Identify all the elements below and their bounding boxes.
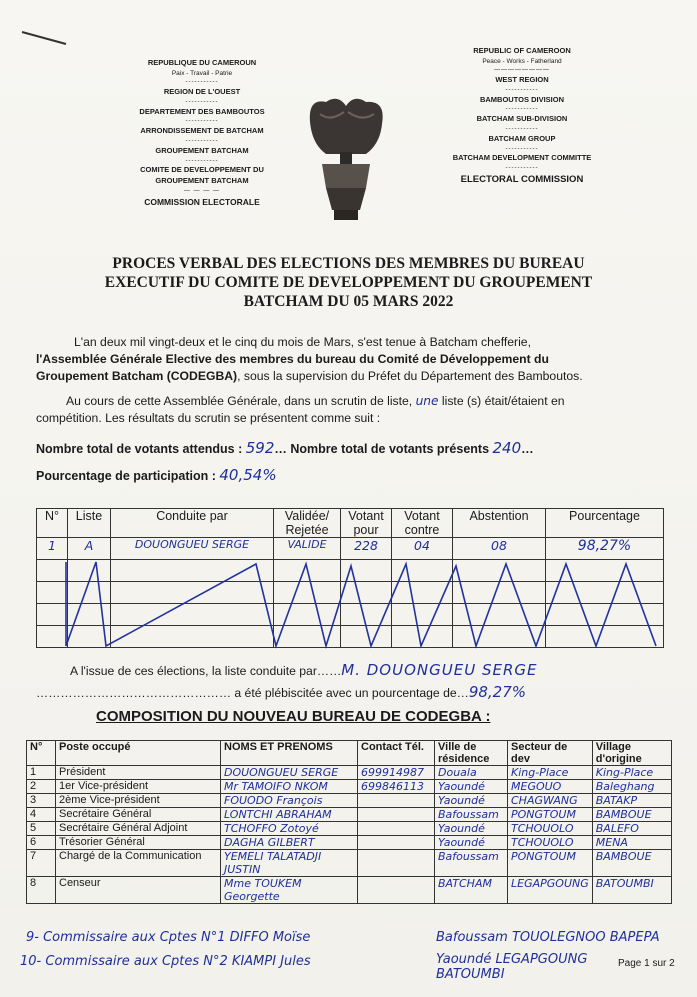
extra-member-10: 10- Commissaire aux Cptes N°2 KIAMPI Jules xyxy=(20,954,311,969)
bureau-cell-ville: Bafoussam xyxy=(435,850,508,877)
bureau-cell-ville: Yaoundé xyxy=(435,836,508,850)
bureau-cell-n: 5 xyxy=(27,822,56,836)
bureau-row xyxy=(27,877,672,904)
header-right-line: Peace - Works - Fatherland xyxy=(482,57,562,65)
bureau-cell-village: King-Place xyxy=(592,766,671,780)
header-left-line: GROUPEMENT BATCHAM xyxy=(155,145,249,155)
extra-member-9-place: Bafoussam TOUOLEGNOO BAPEPA xyxy=(436,930,660,945)
results-header-cell: Votant contre xyxy=(392,509,453,538)
participation-line xyxy=(36,467,666,485)
bureau-cell-n: 6 xyxy=(27,836,56,850)
bureau-row xyxy=(27,780,672,794)
bureau-cell-village: MENA xyxy=(592,836,671,850)
results-cell: VALIDE xyxy=(274,538,341,560)
results-header-cell: N° xyxy=(37,509,68,538)
attendus-label: Nombre total de votants attendus : xyxy=(36,442,246,456)
bureau-cell-secteur: MEGOUO xyxy=(508,780,593,794)
bureau-header-cell: Poste occupé xyxy=(56,741,221,766)
results-header-cell: Validée/ Rejetée xyxy=(274,509,341,538)
header-right-line: REPUBLIC OF CAMEROON xyxy=(473,46,571,55)
bureau-header-cell: Village d'origine xyxy=(592,741,671,766)
bureau-cell-poste: Censeur xyxy=(56,877,221,904)
header-left-line: DEPARTEMENT DES BAMBOUTOS xyxy=(139,106,265,116)
batcham-emblem xyxy=(300,92,392,224)
document-title xyxy=(40,254,657,311)
results-cell: A xyxy=(68,538,111,560)
bureau-cell-secteur: TCHOUOLO xyxy=(508,822,593,836)
outcome-leader: M. DOUONGUEU SERGE xyxy=(341,661,538,679)
outcome-line-1: A l'issue de ces élections, la liste conduite par……M. DOUONGUEU SERGE xyxy=(70,661,538,679)
bureau-cell-nom: DAGHA GILBERT xyxy=(221,836,358,850)
bureau-cell-poste: Secrétaire Général Adjoint xyxy=(56,822,221,836)
bureau-cell-poste: Chargé de la Communication xyxy=(56,850,221,877)
bureau-cell-secteur: King-Place xyxy=(508,766,593,780)
bureau-header-cell: NOMS ET PRENOMS xyxy=(221,741,358,766)
results-row xyxy=(37,538,664,560)
bureau-cell-secteur: LEGAPGOUNG xyxy=(508,877,593,904)
bureau-cell-ville: Yaoundé xyxy=(435,822,508,836)
bureau-cell-nom: Mr TAMOIFO NKOM xyxy=(221,780,358,794)
presents-value: 240 xyxy=(492,439,522,457)
bureau-cell-n: 4 xyxy=(27,808,56,822)
bureau-header-cell: Contact Tél. xyxy=(358,741,435,766)
totals-line: Nombre total de votants attendus : 592… Nombre total de votants présents 240… xyxy=(36,439,534,457)
bureau-cell-secteur: TCHOUOLO xyxy=(508,836,593,850)
header-right-line: BATCHAM SUB-DIVISION xyxy=(476,114,568,124)
bureau-cell-nom: DOUONGUEU SERGE xyxy=(221,766,358,780)
bureau-cell-tel xyxy=(358,850,435,877)
bureau-row xyxy=(27,808,672,822)
title-line: EXECUTIF DU COMITE DE DEVELOPPEMENT DU GROUPEMENT xyxy=(104,274,593,291)
participation-value: 40,54% xyxy=(219,466,277,484)
intro-line: compétition. Les résultats du scrutin se présentent comme suit : xyxy=(36,411,381,425)
bureau-cell-village: BAMBOUE xyxy=(592,808,671,822)
bureau-cell-n: 7 xyxy=(27,850,56,877)
intro-line: liste (s) était/étaient en xyxy=(438,394,565,408)
bureau-cell-ville: Yaoundé xyxy=(435,780,508,794)
intro-line: Au cours de cette Assemblée Générale, dans un scrutin de liste, xyxy=(66,394,416,408)
header-right: REPUBLIC OF CAMEROON Peace - Works - Fatherland ———————— WEST REGION ----------- BAMBOUTOS DIVISION ----------- BATCHAM SUB-DIVISION ----------- BATCHAM GROUP ----------- BATCHAM DEVELOPMENT COMMITTE ----------- ELECTORAL COMMISSION xyxy=(432,46,612,187)
header-left-line: COMITE DE DEVELOPPEMENT DU GROUPEMENT BATCHAM xyxy=(140,165,264,186)
bureau-cell-village: BAMBOUE xyxy=(592,850,671,877)
results-header-cell: Votant pour xyxy=(341,509,392,538)
results-cell: 04 xyxy=(392,538,453,560)
pen-mark xyxy=(20,28,70,48)
bureau-cell-poste: Trésorier Général xyxy=(56,836,221,850)
intro-line: L'an deux mil vingt-deux et le cinq du mois de Mars, s'est tenue à Batcham chefferie, xyxy=(74,335,531,349)
results-cell: 1 xyxy=(37,538,68,560)
bureau-header-cell: N° xyxy=(27,741,56,766)
header-right-line: BAMBOUTOS DIVISION xyxy=(479,94,565,104)
bureau-cell-poste: Président xyxy=(56,766,221,780)
bureau-cell-tel xyxy=(358,794,435,808)
bureau-cell-ville: BATCHAM xyxy=(435,877,508,904)
bureau-cell-village: BATAKP xyxy=(592,794,671,808)
bureau-cell-tel: 699914987 xyxy=(358,766,435,780)
extra-member-10-place: Yaoundé LEGAPGOUNG BATOUMBI xyxy=(436,952,588,982)
outcome-line-2: ………………………………………… a été plébiscitée avec un pourcentage de…98,27% xyxy=(36,683,527,701)
bureau-cell-n: 2 xyxy=(27,780,56,794)
bureau-cell-tel xyxy=(358,808,435,822)
results-cell: 08 xyxy=(453,538,546,560)
bureau-row xyxy=(27,766,672,780)
participation-label: Pourcentage de participation : xyxy=(36,469,220,483)
bureau-cell-nom: YEMELI TALATADJI JUSTIN xyxy=(221,850,358,877)
bureau-row xyxy=(27,836,672,850)
bureau-cell-n: 8 xyxy=(27,877,56,904)
title-line: PROCES VERBAL DES ELECTIONS DES MEMBRES DU BUREAU xyxy=(112,255,585,272)
bureau-cell-ville: Bafoussam xyxy=(435,808,508,822)
bureau-cell-poste: 2ème Vice-président xyxy=(56,794,221,808)
title-line: BATCHAM DU 05 MARS 2022 xyxy=(243,293,454,310)
bureau-cell-tel xyxy=(358,836,435,850)
bureau-cell-nom: Mme TOUKEM Georgette xyxy=(221,877,358,904)
bureau-cell-ville: Douala xyxy=(435,766,508,780)
bureau-cell-secteur: CHAGWANG xyxy=(508,794,593,808)
bureau-header-cell: Secteur de dev xyxy=(508,741,593,766)
bureau-cell-secteur: PONGTOUM xyxy=(508,850,593,877)
page-number: Page 1 sur 2 xyxy=(618,958,675,969)
header-right-line: ELECTORAL COMMISSION xyxy=(460,173,584,185)
results-cell: 98,27% xyxy=(546,538,664,560)
attendus-value: 592 xyxy=(245,439,275,457)
composition-title: COMPOSITION DU NOUVEAU BUREAU DE CODEGBA : xyxy=(96,708,491,725)
results-header-cell: Liste xyxy=(68,509,111,538)
bureau-cell-village: BALEFO xyxy=(592,822,671,836)
intro-org: Groupement Batcham (CODEGBA) xyxy=(36,369,238,383)
bureau-cell-village: Baleghang xyxy=(592,780,671,794)
bureau-cell-tel xyxy=(358,822,435,836)
outcome-label: a été plébiscitée avec un pourcentage de xyxy=(234,686,457,700)
results-cell: 228 xyxy=(341,538,392,560)
results-cell: DOUONGUEU SERGE xyxy=(111,538,274,560)
bureau-cell-poste: Secrétaire Général xyxy=(56,808,221,822)
results-header-cell: Conduite par xyxy=(111,509,274,538)
header-left: REPUBLIQUE DU CAMEROUN Paix - Travail - Patrie ----------- REGION DE L'OUEST ----------- DEPARTEMENT DES BAMBOUTOS ----------- ARRONDISSEMENT DE BATCHAM ----------- GROUPEMENT BATCHAM ----------- COMITE DE DEVELOPPEMENT DU GROUPEMENT BATCHAM — — — — COMMISSION ELECTORALE xyxy=(118,58,286,208)
bureau-cell-n: 1 xyxy=(27,766,56,780)
bureau-cell-secteur: PONGTOUM xyxy=(508,808,593,822)
bureau-header-cell: Ville de résidence xyxy=(435,741,508,766)
header-right-line: BATCHAM GROUP xyxy=(488,133,556,143)
bureau-table xyxy=(26,740,672,904)
bureau-cell-nom: TCHOFFO Zotoyé xyxy=(221,822,358,836)
presents-label: Nombre total de votants présents xyxy=(286,442,493,456)
intro-line: , sous la supervision du Préfet du Département des Bamboutos. xyxy=(237,369,583,383)
header-left-line: ARRONDISSEMENT DE BATCHAM xyxy=(140,126,264,136)
extra-member-9: 9- Commissaire aux Cptes N°1 DIFFO Moïse xyxy=(26,930,311,945)
bureau-row xyxy=(27,850,672,877)
bureau-cell-tel xyxy=(358,877,435,904)
bureau-cell-ville: Yaoundé xyxy=(435,794,508,808)
header-right-line: BATCHAM DEVELOPMENT COMMITTE xyxy=(452,153,592,163)
intro-paragraph xyxy=(36,334,666,427)
bureau-header-row xyxy=(27,741,672,766)
header-left-line: COMMISSION ELECTORALE xyxy=(144,196,260,207)
results-header-cell: Abstention xyxy=(453,509,546,538)
outcome-label: A l'issue de ces élections, la liste conduite par xyxy=(70,664,317,678)
bureau-row xyxy=(27,794,672,808)
header-left-line: Paix - Travail - Patrie xyxy=(171,69,233,77)
bureau-row xyxy=(27,822,672,836)
results-header-cell: Pourcentage xyxy=(546,509,664,538)
bureau-cell-n: 3 xyxy=(27,794,56,808)
bureau-cell-nom: FOUODO François xyxy=(221,794,358,808)
header-left-line: REPUBLIQUE DU CAMEROUN xyxy=(147,58,257,67)
handwritten-list-count: une xyxy=(415,394,439,408)
strike-through-marks xyxy=(36,560,664,650)
outcome-percentage: 98,27% xyxy=(468,683,527,701)
bureau-cell-village: BATOUMBI xyxy=(592,877,671,904)
intro-line: l'Assemblée Générale Elective des membres du bureau du Comité de Développement du xyxy=(36,352,549,366)
bureau-cell-tel: 699846113 xyxy=(358,780,435,794)
bureau-cell-nom: LONTCHI ABRAHAM xyxy=(221,808,358,822)
results-header-row xyxy=(37,509,664,538)
bureau-cell-poste: 1er Vice-président xyxy=(56,780,221,794)
header-right-line: WEST REGION xyxy=(495,74,549,84)
header-left-line: REGION DE L'OUEST xyxy=(163,86,241,96)
